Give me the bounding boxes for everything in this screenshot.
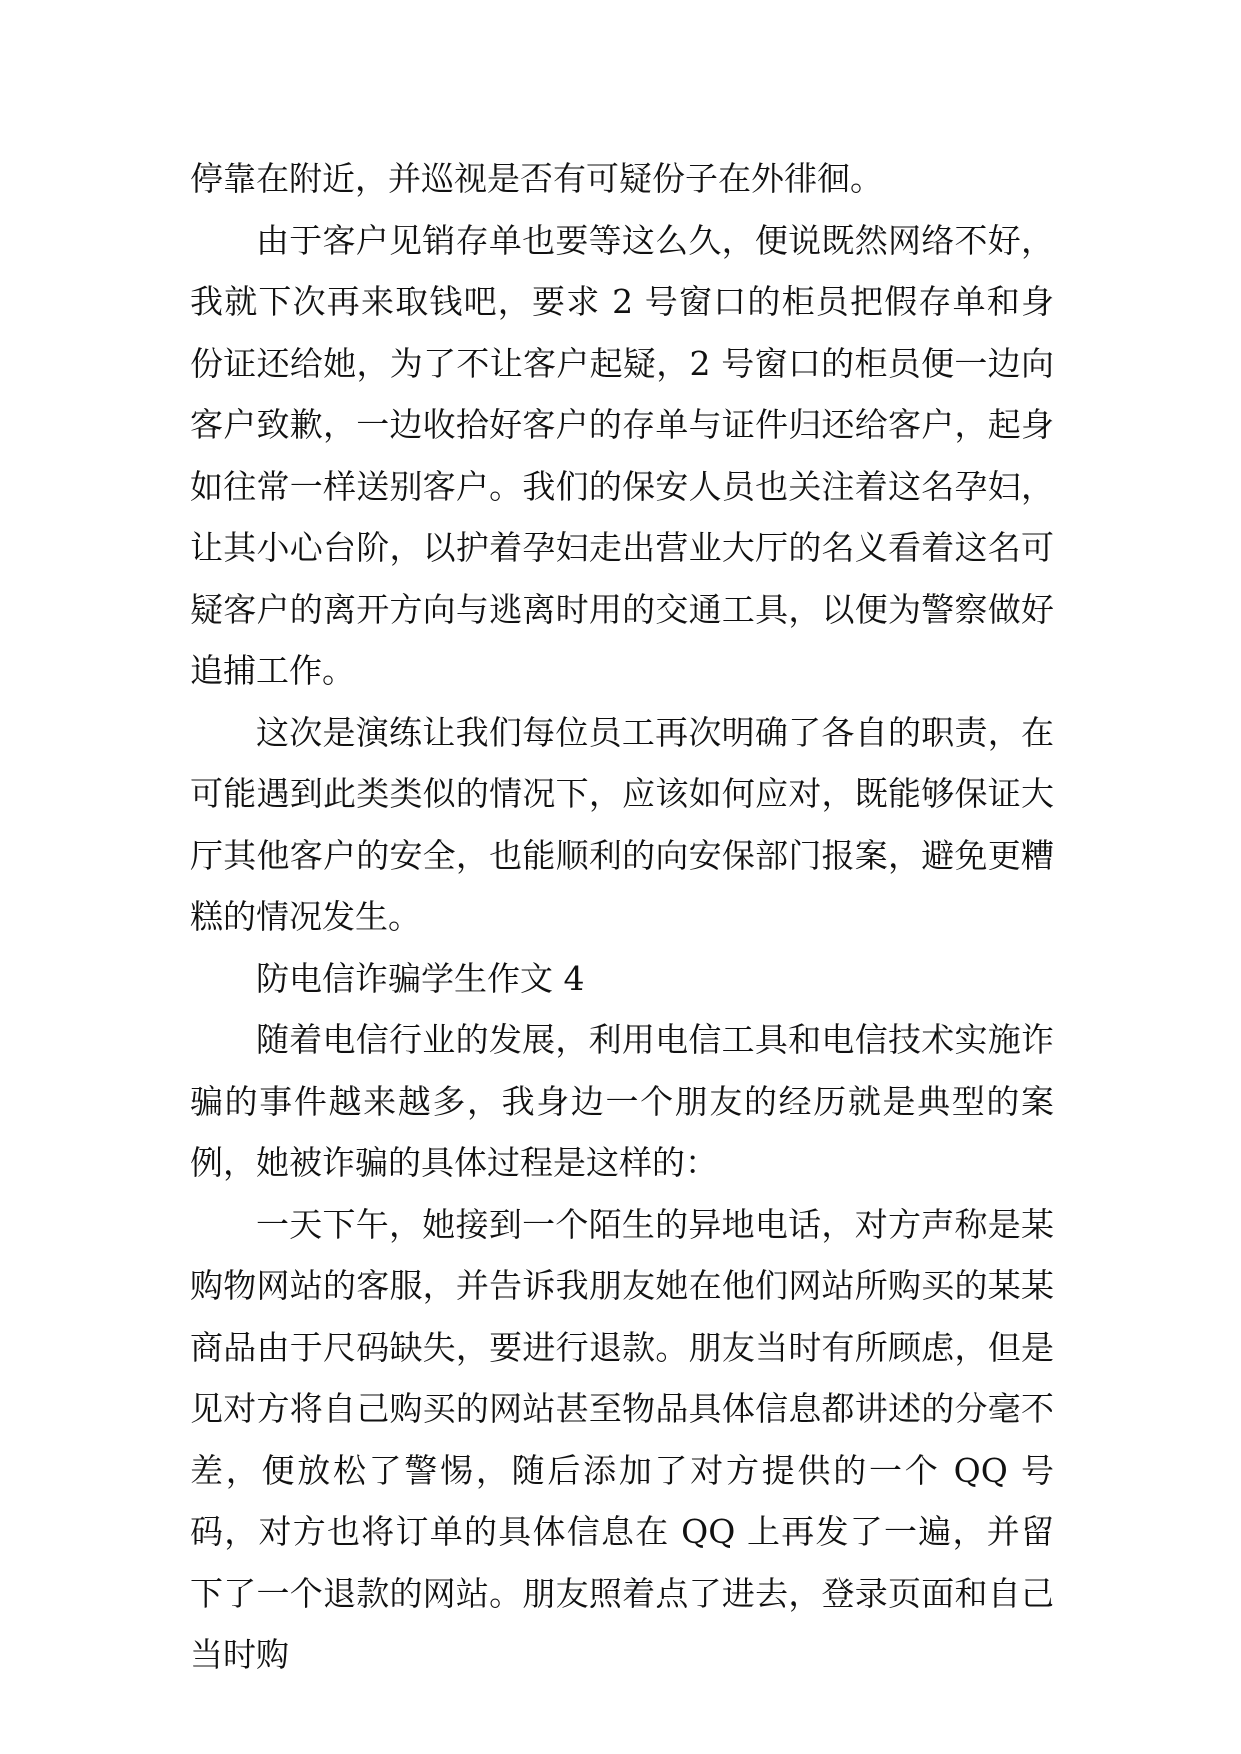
section-heading: 防电信诈骗学生作文 4	[256, 958, 585, 998]
paragraph-drill-summary: 这次是演练让我们每位员工再次明确了各自的职责，在可能遇到此类类似的情况下，应该如何应对，既能够保证大厅其他客户的安全，也能顺利的向安保部门报案，避免更糟糕的情况发生。	[190, 712, 1054, 936]
paragraph-intro: 随着电信行业的发展，利用电信工具和电信技术实施诈骗的事件越来越多，我身边一个朋友的经历就是典型的案例，她被诈骗的具体过程是这样的：	[190, 1020, 1054, 1182]
paragraph-continuation: 停靠在附近，并巡视是否有可疑份子在外徘徊。	[190, 159, 883, 198]
paragraph-customer-leaves: 由于客户见销存单也要等这么久，便说既然网络不好，我就下次再来取钱吧，要求 2 号窗口的柜员把假存单和身份证还给她，为了不让客户起疑，2 号窗口的柜员便一边向客户致歉，一边收拾好客户的存单与证件归还给客户，起身如往常一样送别客户。我们的保安人员也关注着这名孕妇，让其小心台阶，以护着孕妇走出营业大厅的名义看着这名可疑客户的离开方向与逃离时用的交通工具，以便为警察做好追捕工作。	[190, 220, 1054, 690]
body-text	[190, 148, 1054, 1686]
paragraph-story: 一天下午，她接到一个陌生的异地电话，对方声称是某购物网站的客服，并告诉我朋友她在他们网站所购买的某某商品由于尺码缺失，要进行退款。朋友当时有所顾虑，但是见对方将自己购买的网站甚至物品具体信息都讲述的分毫不差，便放松了警惕，随后添加了对方提供的一个 QQ 号码，对方也将订单的具体信息在 QQ 上再发了一遍，并留下了一个退款的网站。朋友照着点了进去，登录页面和自己当时购	[190, 1204, 1054, 1674]
